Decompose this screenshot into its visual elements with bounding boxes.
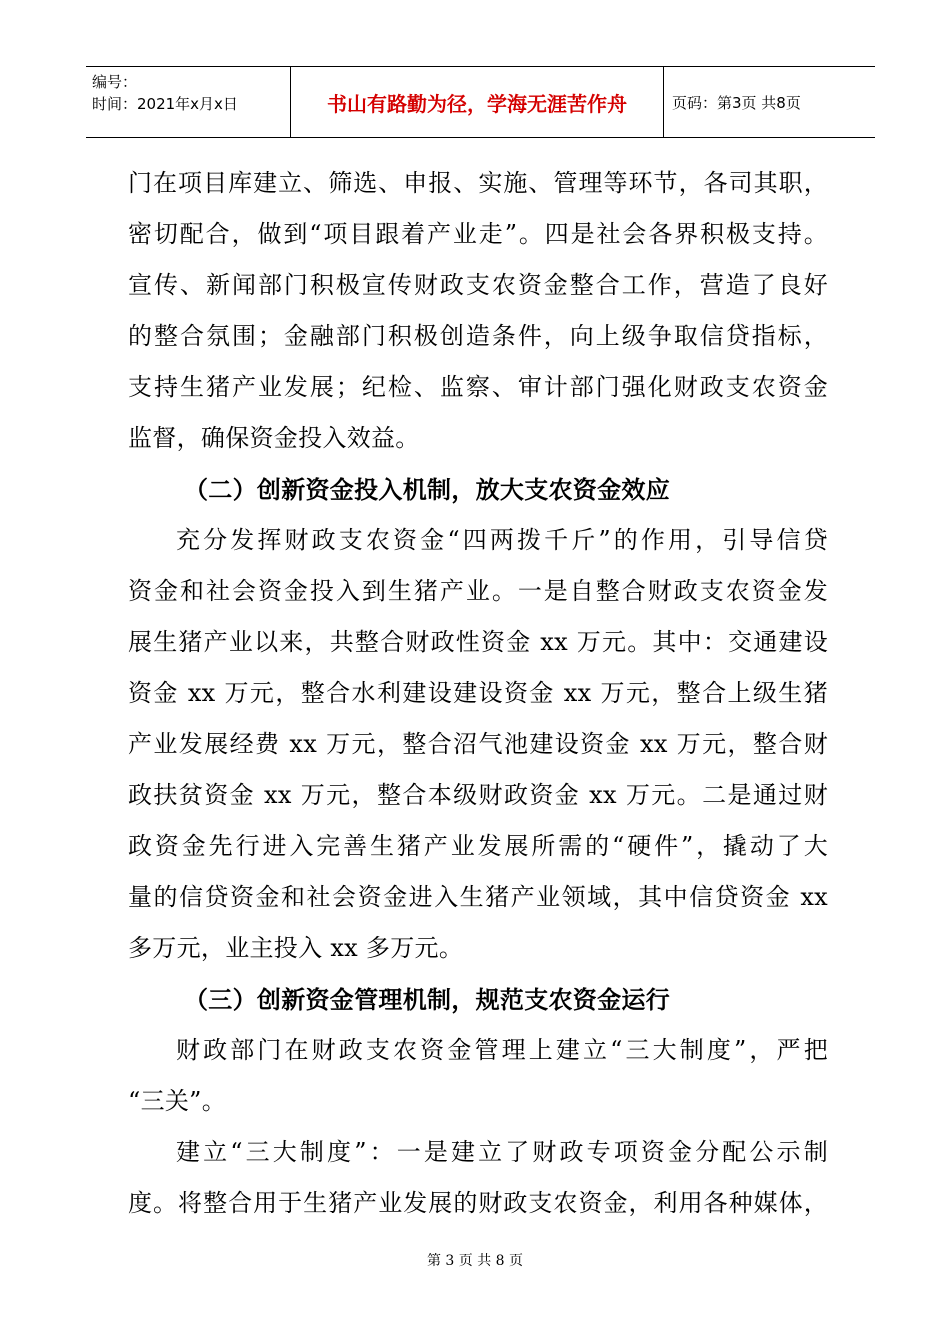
header-page	[664, 67, 875, 137]
body-line: 的整合氛围；金融部门积极创造条件，向上级争取信贷指标，	[128, 322, 828, 350]
section-heading: （二）创新资金投入机制，放大支农资金效应	[184, 475, 670, 504]
motto-text: 书山有路勤为径，学海无涯苦作舟	[327, 91, 627, 116]
body-line: 产业发展经费 xx 万元，整合沼气池建设资金 xx 万元，整合财	[128, 730, 828, 758]
body-line: 建立“三大制度”：一是建立了财政专项资金分配公示制	[176, 1138, 828, 1166]
page-footer: 第 3 页 共 8 页	[426, 1253, 524, 1269]
document-header	[86, 66, 875, 138]
body-line: 资金和社会资金投入到生猪产业。一是自整合财政支农资金发	[128, 577, 828, 605]
body-line: 财政部门在财政支农资金管理上建立“三大制度”，严把	[176, 1036, 828, 1064]
header-meta	[86, 67, 291, 137]
section-heading: （三）创新资金管理机制，规范支农资金运行	[184, 985, 670, 1014]
time-label: 时间：2021年x月x日	[92, 95, 238, 113]
body-line: 多万元，业主投入 xx 多万元。	[128, 934, 464, 962]
body-line: “三关”。	[128, 1087, 227, 1115]
body-line: 量的信贷资金和社会资金进入生猪产业领域，其中信贷资金 xx	[128, 883, 828, 911]
page-label: 页码：第3页 共8页	[672, 93, 801, 112]
number-label: 编号：	[92, 73, 138, 91]
body-line: 支持生猪产业发展；纪检、监察、审计部门强化财政支农资金	[128, 373, 828, 401]
body-line: 宣传、新闻部门积极宣传财政支农资金整合工作，营造了良好	[128, 271, 828, 299]
header-motto	[291, 67, 664, 137]
body-line: 度。将整合用于生猪产业发展的财政支农资金，利用各种媒体，	[128, 1189, 828, 1217]
body-line: 监督，确保资金投入效益。	[128, 424, 420, 452]
document-body	[128, 158, 828, 1229]
body-line: 门在项目库建立、筛选、申报、实施、管理等环节，各司其职，	[128, 169, 828, 197]
body-line: 资金 xx 万元，整合水利建设建设资金 xx 万元，整合上级生猪	[128, 679, 828, 707]
body-line: 政资金先行进入完善生猪产业发展所需的“硬件”，撬动了大	[128, 832, 828, 860]
body-line: 政扶贫资金 xx 万元，整合本级财政资金 xx 万元。二是通过财	[128, 781, 828, 809]
body-line: 展生猪产业以来，共整合财政性资金 xx 万元。其中：交通建设	[128, 628, 828, 656]
body-line: 充分发挥财政支农资金“四两拨千斤”的作用，引导信贷	[176, 526, 828, 554]
body-line: 密切配合，做到“项目跟着产业走”。四是社会各界积极支持。	[128, 220, 828, 248]
